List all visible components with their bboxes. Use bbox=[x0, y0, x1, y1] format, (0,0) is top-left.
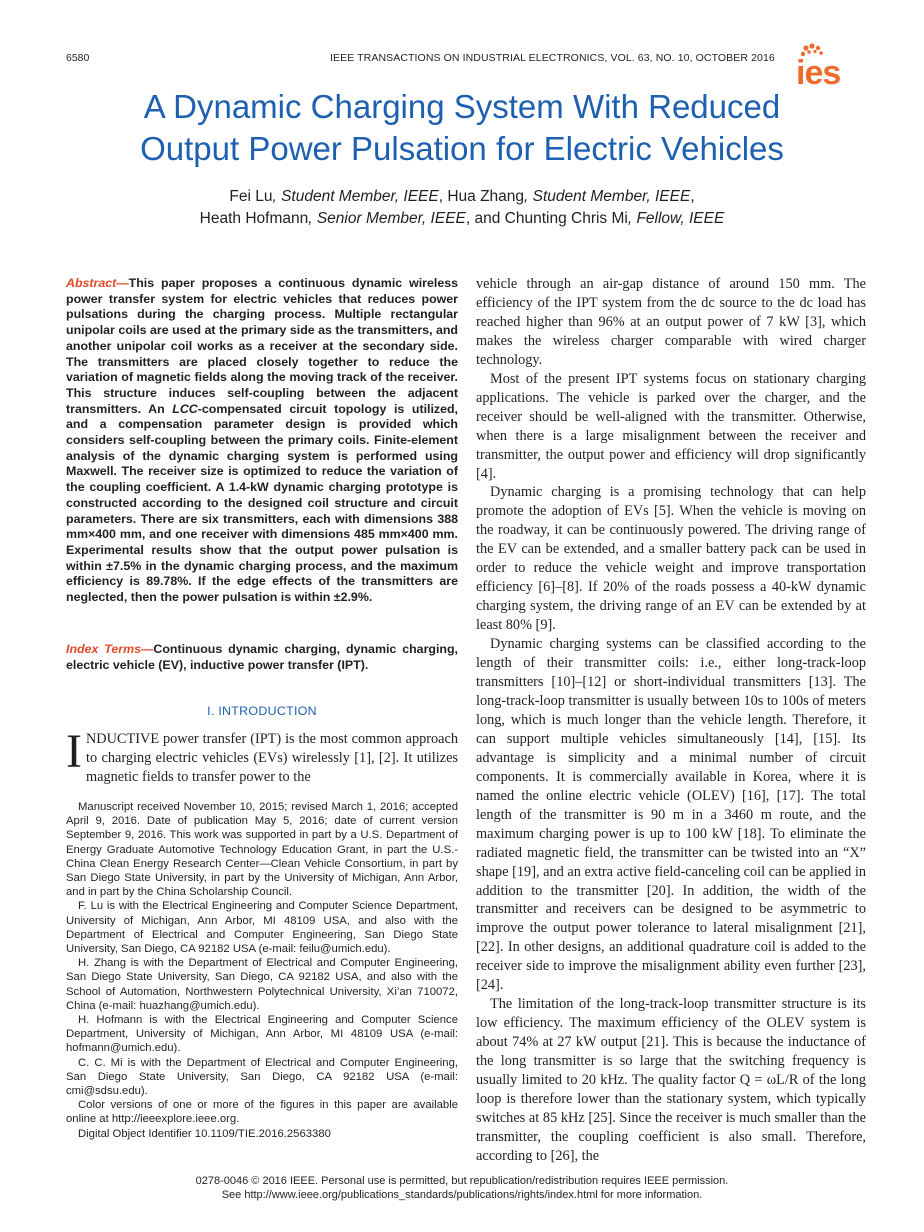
author-4-name: , and Chunting Chris Mi bbox=[465, 210, 628, 227]
body-paragraph: The limitation of the long-track-loop transmitter structure is its low efficiency. The maximum efficiency of the OLEV system is about 74% at 27 kW output [21]. This is because the inductance of the long transmitter is so large that the switching frequency is usually limited to 20 kHz. The quality factor Q = ωL/R of the long loop is therefore lower than the stationary system, which typically switches at 85 kHz [25]. Since the receiver is much smaller than the transmitter, the coupling coefficient is also small. Therefore, according to [26], the bbox=[476, 996, 866, 1164]
abstract-dash: — bbox=[116, 276, 129, 290]
title-line-2: Output Power Pulsation for Electric Vehicles bbox=[140, 130, 784, 167]
author-2-name: , Hua Zhang bbox=[438, 188, 525, 205]
drop-cap: I bbox=[66, 725, 82, 778]
author-4-role: , Fellow, IEEE bbox=[627, 210, 725, 227]
copyright-footer bbox=[62, 1174, 862, 1202]
footnote-author-zhang: H. Zhang is with the Department of Electrical and Computer Engineering, San Diego State University, San Diego, CA 92182 USA, and also with the School of Automation, Northwestern Polytechnical University, Xi’an 710072, China (e-mail: huazhang@umich.edu). bbox=[66, 957, 458, 1012]
footnote-author-hofmann: H. Hofmann is with the Electrical Engineering and Computer Science Department, University of Michigan, Ann Arbor, MI 48109 USA (e-mail: hofmann@umich.edu). bbox=[66, 1014, 458, 1055]
ies-logo-icon bbox=[794, 42, 864, 88]
body-paragraph: vehicle through an air-gap distance of around 150 mm. The efficiency of the IPT system from the dc source to the dc load has reached higher than 96% at an output power of 7 kW [3], which makes the wireless charger comparable with wired charger technology. bbox=[476, 276, 866, 368]
authors-line-1 bbox=[62, 186, 862, 208]
author-separator: , bbox=[690, 188, 695, 205]
page-number: 6580 bbox=[66, 52, 90, 64]
ies-logo bbox=[794, 42, 864, 88]
intro-paragraph bbox=[66, 725, 458, 787]
section-title: INTRODUCTION bbox=[218, 704, 317, 718]
paper-title bbox=[62, 86, 862, 170]
footnote-color-versions: Color versions of one or more of the figures in this paper are available online at http://ieeexplore.ieee.org. bbox=[66, 1099, 458, 1126]
title-line-1: A Dynamic Charging System With Reduced bbox=[143, 88, 781, 125]
body-paragraph: Dynamic charging is a promising technology that can help promote the adoption of EVs [5]. When the vehicle is moving on the roadway, it can be continuously powered. The driving range of the EV can be extended, and a smaller battery pack can be used in order to reduce the vehicle weight and improve transportation efficiency [6]–[8]. If 20% of the roads possess a 40-kW dynamic charging system, the driving range of an EV can be extended by at least 80% [9]. bbox=[476, 484, 866, 634]
footnote-author-lu: F. Lu is with the Electrical Engineering and Computer Science Department, University of Michigan, Ann Arbor, MI 48109 USA, and also with the Department of Electrical and Computer Engineering, San Diego State University, San Diego, CA 92182 USA (e-mail: feilu@umich.edu). bbox=[66, 900, 458, 956]
authors-line-2 bbox=[62, 208, 862, 230]
author-3-role: , Senior Member, IEEE bbox=[308, 210, 466, 227]
author-1-name: Fei Lu bbox=[229, 188, 273, 205]
running-header: IEEE TRANSACTIONS ON INDUSTRIAL ELECTRONICS, VOL. 63, NO. 10, OCTOBER 2016 bbox=[330, 52, 775, 64]
abstract-label: Abstract bbox=[66, 276, 117, 290]
section-heading bbox=[66, 704, 458, 718]
body-paragraph: Most of the present IPT systems focus on stationary charging applications. The vehicle is parked over the charger, and the receiver should be well-aligned with the transmitter. Otherwise, when there is a large misalignment between the receiver and transmitter, the output power and efficiency will drop significantly [4]. bbox=[476, 370, 866, 482]
author-1-role: , Student Member, IEEE bbox=[272, 188, 439, 205]
abstract-lcc: LCC bbox=[172, 401, 198, 416]
index-terms bbox=[66, 642, 458, 673]
ies-logo-text: ies bbox=[796, 54, 841, 88]
footnote-manuscript: Manuscript received November 10, 2015; revised March 1, 2016; accepted April 9, 2016. Date of publication May 5, 2016; date of current version September 9, 2016. This work was supported in part by a U.S. Department of Energy Graduate Automotive Technology Education Grant, in part the U.S.-China Clean Energy Research Center—Clean Vehicle Consortium, in part by San Diego State University, in part by the University of Michigan, Ann Arbor, and in part by the China Scholarship Council. bbox=[66, 801, 458, 899]
index-terms-label: Index Terms bbox=[66, 642, 142, 656]
intro-text: NDUCTIVE power transfer (IPT) is the most common approach to charging electric vehicles (EVs) wirelessly [1], [2]. It utilizes magnetic fields to transfer power to the bbox=[85, 731, 458, 785]
index-terms-dash: — bbox=[141, 642, 154, 656]
right-column-body bbox=[476, 275, 866, 1166]
footnotes bbox=[66, 800, 458, 1141]
abstract bbox=[66, 276, 458, 606]
footnote-author-mi: C. C. Mi is with the Department of Electrical and Computer Engineering, San Diego State University, San Diego, CA 92182 USA (e-mail: cmi@sdsu.edu). bbox=[66, 1056, 458, 1098]
abstract-text-2: -compensated circuit topology is utilized, and a compensation parameter design is provided which considers self-coupling between the primary coils. Finite-element analysis of the dynamic charging system is performed using Maxwell. The receiver size is optimized to reduce the variation of the coupling coefficient. A 1.4-kW dynamic charging prototype is constructed according to the designed coil structure and circuit parameters. There are six transmitters, each with dimensions 388 mm×400 mm, and one receiver with dimensions 485 mm×400 mm. Experimental results show that the output power pulsation is within ±7.5% in the dynamic charging process, and the maximum efficiency is 89.78%. If the edge effects of the transmitters are neglected, then the power pulsation is within ±2.9%. bbox=[66, 401, 459, 605]
abstract-text-1: This paper proposes a continuous dynamic wireless power transfer system for electric vehicles that reduces power pulsations during the charging process. Multiple rectangular unipolar coils are used at the primary side as the transmitters, and another unipolar coil works as a receiver at the secondary side. The transmitters are placed closely together to reduce the variation of magnetic fields along the moving track of the receiver. This structure induces self-coupling between the adjacent transmitters. An bbox=[66, 276, 458, 416]
author-list bbox=[62, 186, 862, 230]
section-number: I. bbox=[207, 704, 219, 718]
index-terms-text: Continuous dynamic charging, dynamic charging, electric vehicle (EV), inductive power transfer (IPT). bbox=[66, 642, 458, 672]
author-3-name: Heath Hofmann bbox=[199, 210, 309, 227]
author-2-role: , Student Member, IEEE bbox=[524, 188, 691, 205]
footer-line-2: See http://www.ieee.org/publications_standards/publications/rights/index.html for more information. bbox=[221, 1189, 703, 1201]
footnote-doi: Digital Object Identifier 10.1109/TIE.2016.2563380 bbox=[78, 1127, 331, 1140]
footer-line-1: 0278-0046 © 2016 IEEE. Personal use is permitted, but republication/redistribution requires IEEE permission. bbox=[195, 1175, 729, 1187]
body-paragraph: Dynamic charging systems can be classified according to the length of their transmitter coils: i.e., either long-track-loop transmitters [10]–[12] or short-individual transmitters [13]. The long-track-loop transmitter is usually between 10s to 100s of meters long, which is much longer than the vehicle length. Therefore, it can support multiple vehicles simultaneously [14], [15]. Its advantage is simplicity and a minimal number of circuit components. It is commercially available in Korea, where it is named the online electric vehicle (OLEV) [16], [17]. The total length of the transmitter is 90 m in a 3460 m route, and the maximum charging power is up to 100 kW [18]. To eliminate the radiated magnetic field, the transmitter can be twisted into an “X” shape [19], and an extra active field-canceling coil can be applied in addition to the transmitter [20]. In addition, the width of the transmitter and receivers can be designed to be asymmetric to improve the output power tolerance to lateral misalignment [21], [22]. In other designs, an additional quadrature coil is added to the receiver side to improve the misalignment ability even further [23], [24]. bbox=[476, 636, 866, 994]
